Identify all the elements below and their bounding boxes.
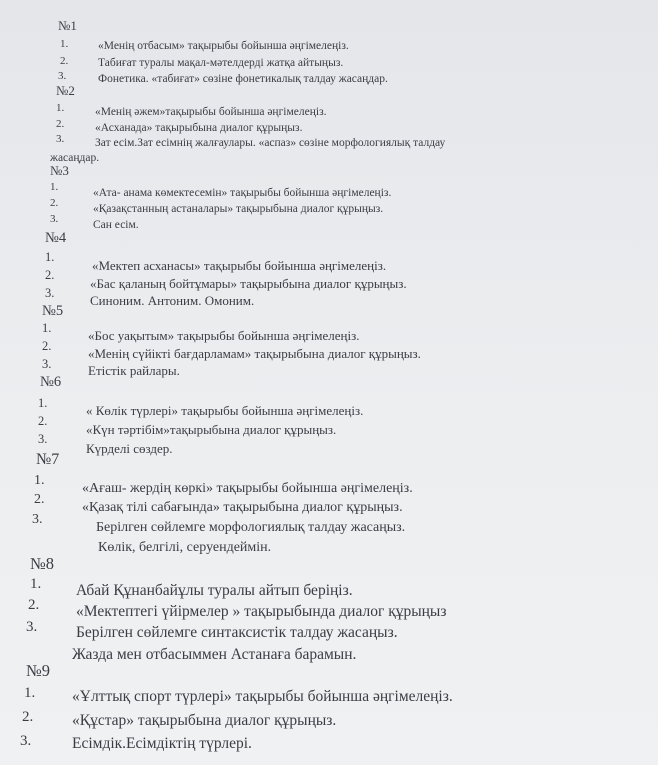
section-header: №8 [30,554,54,573]
item-text: «Мектептегі үйірмелер » тақырыбында диалог құрыңыз [76,603,447,620]
item-text: «Қазақстанның астаналары» тақырыбына диалог құрыңыз. [93,203,384,215]
item-text: Есімдік.Есімдіктің түрлері. [72,735,252,752]
item-number: 1. [24,685,36,701]
item-number: 3. [26,619,38,635]
section-header: №5 [42,303,64,319]
item-text: Табиғат туралы мақал-мәтелдерді жатқа айтыңыз. [98,57,344,69]
item-number: 2. [28,597,40,613]
item-text: «Күн тәртібім»тақырыбына диалог құрыңыз. [86,422,337,437]
section-header: №3 [50,163,69,178]
item-number: 2. [22,709,34,725]
item-number: 2. [38,414,48,428]
item-text-continuation: жасаңдар. [50,152,100,164]
item-number: 1. [42,321,52,335]
item-text: «Ұлттық спорт түрлері» тақырыбы бойынша әңгімелеңіз. [72,688,453,705]
item-text: Абай Құнанбайұлы туралы айтып беріңіз. [76,582,353,599]
section-header: №7 [36,451,60,468]
item-text: «Ағаш- жердің көркі» тақырыбы бойынша әңгімелеңіз. [82,481,413,496]
item-text: «Асханада» тақырыбына диалог құрыңыз. [95,122,303,134]
item-text: «Менің әжем»тақырыбы бойынша әңгімелеңіз. [95,106,327,118]
section-header: №4 [45,230,67,246]
item-text: Сан есім. [93,219,139,231]
item-number: 2. [34,492,45,507]
item-text: «Бас қаланың бойтұмары» тақырыбына диалог құрыңыз. [90,276,407,291]
item-number: 2. [45,268,55,282]
item-text: «Менің сүйікті бағдарламам» тақырыбына диалог құрыңыз. [88,346,421,361]
item-text: Синоним. Антоним. Омоним. [90,293,255,308]
section-header: №2 [56,83,75,98]
item-text-continuation: Көлік, белгілі, серуендеймін. [98,540,272,555]
item-number: 2. [60,55,69,67]
item-number: 1. [30,576,42,592]
section-header: №6 [40,374,62,390]
item-number: 2. [42,339,52,353]
item-text: « Көлік түрлері» тақырыбы бойынша әңгімелеңіз. [86,403,364,418]
item-number: 3. [58,70,67,82]
item-number: 3. [50,213,59,225]
item-number: 3. [32,512,43,527]
item-number: 1. [56,102,65,114]
item-number: 3. [45,286,55,300]
item-text: «Ата- анама көмектесемін» тақырыбы бойынша әңгімелеңіз. [93,187,392,199]
item-number: 2. [50,197,59,209]
item-text: «Құстар» тақырыбына диалог құрыңыз. [72,712,337,729]
item-number: 3. [56,133,65,145]
item-number: 1. [38,396,48,410]
item-number: 1. [60,38,69,50]
item-number: 1. [45,250,55,264]
item-text: Күрделі сөздер. [86,441,173,456]
item-text: «Бос уақытым» тақырыбы бойынша әңгімелеңіз. [88,328,360,343]
item-text: Фонетика. «табиғат» сөзіне фонетикалық талдау жасаңдар. [98,73,388,85]
item-number: 3. [42,357,52,371]
item-text: «Мектеп асханасы» тақырыбы бойынша әңгімелеңіз. [92,258,387,273]
item-number: 3. [20,733,32,749]
item-text: Берілген сөйлемге синтаксистік талдау жасаңыз. [76,624,398,641]
item-text: «Қазақ тілі сабағында» тақырыбына диалог құрыңыз. [82,500,403,515]
section-header: №1 [58,18,77,33]
item-text: Берілген сөйлемге морфологиялық талдау жасаңыз. [96,520,406,535]
item-number: 1. [34,473,45,488]
item-text: Зат есім.Зат есімнің жалғаулары. «аспаз» сөзіне морфологиялық талдау [95,137,446,149]
section-header: №9 [26,661,50,680]
item-text-continuation: Жазда мен отбасыммен Астанаға барамын. [72,646,357,663]
item-text: Етістік райлары. [88,363,180,378]
item-number: 1. [50,181,59,193]
item-number: 3. [38,432,48,446]
item-number: 2. [56,118,65,130]
item-text: «Менің отбасым» тақырыбы бойынша әңгімелеңіз. [98,40,349,52]
